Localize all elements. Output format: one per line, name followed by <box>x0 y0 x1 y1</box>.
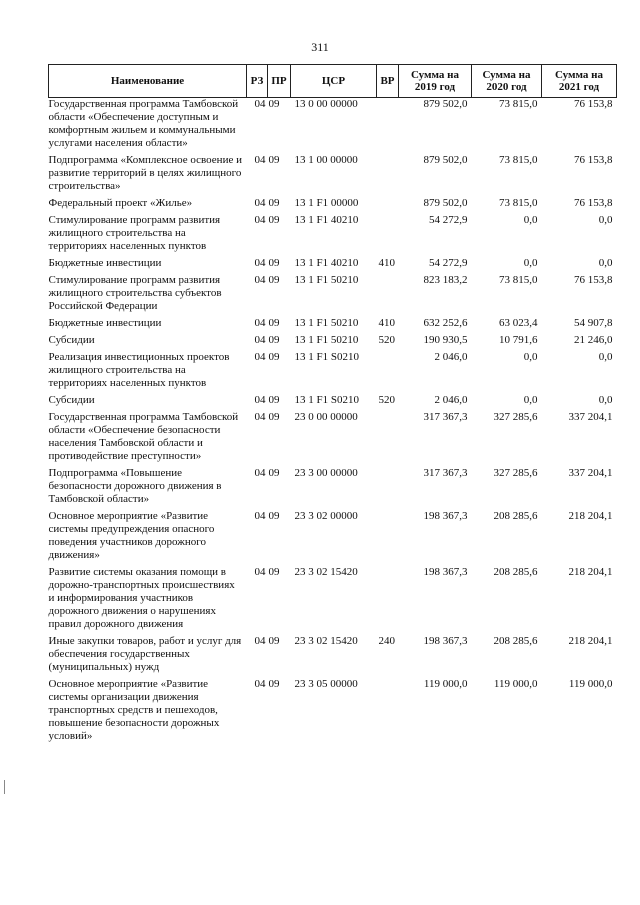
cell-csr: 13 1 F1 40210 <box>294 257 359 269</box>
cell-vr: 410 <box>378 257 395 269</box>
table-row <box>49 635 617 678</box>
header-rz: РЗ <box>247 65 268 98</box>
cell-name: Иные закупки товаров, работ и услуг для обеспечения государственных (муниципальных) нужд <box>48 635 242 673</box>
cell-sum-2021: 76 153,8 <box>574 274 613 286</box>
cell-pr: 09 <box>268 274 280 286</box>
cell-sum-2019: 317 367,3 <box>423 467 468 479</box>
table-row <box>49 411 617 467</box>
cell-pr: 09 <box>268 566 280 578</box>
cell-sum-2019: 879 502,0 <box>423 154 468 166</box>
cell-rz: 04 <box>254 214 266 226</box>
cell-csr: 13 1 00 00000 <box>294 154 358 166</box>
cell-pr: 09 <box>268 197 280 209</box>
cell-pr: 09 <box>268 635 280 647</box>
table-row <box>49 394 617 411</box>
cell-sum-2019: 2 046,0 <box>434 394 468 406</box>
header-pr: ПР <box>268 65 291 98</box>
cell-pr: 09 <box>268 334 280 346</box>
cell-sum-2021: 76 153,8 <box>574 197 613 209</box>
cell-rz: 04 <box>254 154 266 166</box>
cell-rz: 04 <box>254 197 266 209</box>
cell-csr: 13 1 F1 40210 <box>294 214 359 226</box>
table-header-row <box>49 65 617 98</box>
cell-sum-2021: 0,0 <box>598 351 613 363</box>
cell-rz: 04 <box>254 351 266 363</box>
header-csr: ЦСР <box>291 65 377 98</box>
header-2019: Сумма на 2019 год <box>399 65 472 98</box>
cell-name: Стимулирование программ развития жилищного строительства субъектов Российской Федерации <box>48 274 222 312</box>
cell-csr: 13 1 F1 50210 <box>294 317 359 329</box>
cell-csr: 23 3 02 15420 <box>294 566 358 578</box>
budget-table <box>48 64 617 747</box>
cell-sum-2021: 218 204,1 <box>568 635 613 647</box>
cell-sum-2020: 63 023,4 <box>499 317 538 329</box>
cell-pr: 09 <box>268 351 280 363</box>
cell-rz: 04 <box>254 566 266 578</box>
table-row <box>49 510 617 566</box>
cell-csr: 13 1 F1 50210 <box>294 274 359 286</box>
cell-pr: 09 <box>268 510 280 522</box>
header-2020: Сумма на 2020 год <box>472 65 542 98</box>
cell-name: Подпрограмма «Комплексное освоение и развитие территорий в целях жилищного строительства» <box>48 154 242 192</box>
cell-vr <box>377 154 399 197</box>
table-row <box>49 317 617 334</box>
cell-vr <box>377 678 399 747</box>
cell-sum-2019: 317 367,3 <box>423 411 468 423</box>
cell-rz: 04 <box>254 467 266 479</box>
table-row <box>49 566 617 635</box>
cell-vr <box>377 98 399 155</box>
cell-vr <box>377 274 399 317</box>
cell-sum-2021: 76 153,8 <box>574 154 613 166</box>
table-row <box>49 678 617 747</box>
cell-sum-2021: 76 153,8 <box>574 98 613 110</box>
cell-pr: 09 <box>268 214 280 226</box>
cell-pr: 09 <box>268 678 280 690</box>
cell-sum-2021: 119 000,0 <box>568 678 613 690</box>
header-2021: Сумма на 2021 год <box>542 65 617 98</box>
cell-sum-2021: 218 204,1 <box>568 566 613 578</box>
cell-name: Субсидии <box>48 394 95 406</box>
cell-sum-2020: 327 285,6 <box>493 411 538 423</box>
cell-pr: 09 <box>268 257 280 269</box>
cell-csr: 23 3 00 00000 <box>294 467 358 479</box>
cell-vr <box>377 467 399 510</box>
cell-csr: 23 3 05 00000 <box>294 678 358 690</box>
cell-sum-2020: 0,0 <box>523 351 538 363</box>
cell-csr: 13 0 00 00000 <box>294 98 358 110</box>
cell-sum-2019: 2 046,0 <box>434 351 468 363</box>
cell-vr <box>377 566 399 635</box>
cell-name: Государственная программа Тамбовской области «Обеспечение доступным и комфортным жильем и коммунальными услугами населения области» <box>48 98 239 149</box>
header-name: Наименование <box>49 65 247 98</box>
cell-vr <box>377 411 399 467</box>
cell-sum-2020: 208 285,6 <box>493 566 538 578</box>
cell-vr: 240 <box>378 635 395 647</box>
cell-rz: 04 <box>254 510 266 522</box>
cell-csr: 13 1 F1 S0210 <box>294 351 359 363</box>
cell-csr: 23 0 00 00000 <box>294 411 358 423</box>
cell-vr <box>377 197 399 214</box>
cell-sum-2020: 73 815,0 <box>499 274 538 286</box>
cell-csr: 13 1 F1 S0210 <box>294 394 359 406</box>
cell-pr: 09 <box>268 154 280 166</box>
cell-sum-2020: 0,0 <box>523 257 538 269</box>
cell-sum-2020: 119 000,0 <box>493 678 538 690</box>
cell-name: Федеральный проект «Жилье» <box>48 197 193 209</box>
cell-sum-2021: 54 907,8 <box>574 317 613 329</box>
cell-sum-2020: 73 815,0 <box>499 98 538 110</box>
cell-vr: 520 <box>378 394 395 406</box>
table-row <box>49 214 617 257</box>
cell-sum-2019: 632 252,6 <box>423 317 468 329</box>
cell-vr: 410 <box>378 317 395 329</box>
cell-rz: 04 <box>254 678 266 690</box>
cell-sum-2019: 879 502,0 <box>423 197 468 209</box>
cell-sum-2021: 0,0 <box>598 394 613 406</box>
cell-csr: 13 1 F1 00000 <box>294 197 359 209</box>
cell-name: Бюджетные инвестиции <box>48 257 162 269</box>
cell-name: Стимулирование программ развития жилищного строительства на территориях населенных пунктов <box>48 214 221 252</box>
cell-rz: 04 <box>254 317 266 329</box>
cell-rz: 04 <box>254 411 266 423</box>
cell-sum-2021: 0,0 <box>598 214 613 226</box>
table-row <box>49 197 617 214</box>
table-row <box>49 274 617 317</box>
table-row <box>49 334 617 351</box>
cell-sum-2020: 10 791,6 <box>499 334 538 346</box>
cell-pr: 09 <box>268 467 280 479</box>
cell-rz: 04 <box>254 394 266 406</box>
cell-sum-2020: 73 815,0 <box>499 154 538 166</box>
cell-name: Государственная программа Тамбовской области «Обеспечение безопасности населения Тамбовской области и противодействие преступности» <box>48 411 239 462</box>
table-row <box>49 154 617 197</box>
scan-mark <box>4 780 5 794</box>
cell-sum-2019: 190 930,5 <box>423 334 468 346</box>
cell-sum-2021: 21 246,0 <box>574 334 613 346</box>
cell-sum-2020: 0,0 <box>523 394 538 406</box>
table-row <box>49 98 617 155</box>
cell-name: Подпрограмма «Повышение безопасности дорожного движения в Тамбовской области» <box>48 467 222 505</box>
cell-csr: 13 1 F1 50210 <box>294 334 359 346</box>
cell-sum-2019: 198 367,3 <box>423 510 468 522</box>
cell-pr: 09 <box>268 394 280 406</box>
cell-name: Основное мероприятие «Развитие системы предупреждения опасного поведения участников дорожного движения» <box>48 510 215 561</box>
cell-sum-2020: 208 285,6 <box>493 635 538 647</box>
cell-sum-2020: 0,0 <box>523 214 538 226</box>
cell-csr: 23 3 02 15420 <box>294 635 358 647</box>
cell-name: Развитие системы оказания помощи в дорожно-транспортных происшествиях и информирования участников дорожного движения о нарушениях правил дорожного движения <box>48 566 235 630</box>
table-row <box>49 467 617 510</box>
cell-vr <box>377 214 399 257</box>
cell-sum-2020: 327 285,6 <box>493 467 538 479</box>
cell-pr: 09 <box>268 411 280 423</box>
cell-sum-2019: 823 183,2 <box>423 274 468 286</box>
cell-vr <box>377 510 399 566</box>
cell-sum-2020: 73 815,0 <box>499 197 538 209</box>
cell-rz: 04 <box>254 274 266 286</box>
cell-vr: 520 <box>378 334 395 346</box>
cell-sum-2019: 119 000,0 <box>423 678 468 690</box>
cell-sum-2021: 0,0 <box>598 257 613 269</box>
cell-pr: 09 <box>268 317 280 329</box>
cell-rz: 04 <box>254 257 266 269</box>
cell-sum-2020: 208 285,6 <box>493 510 538 522</box>
cell-sum-2019: 54 272,9 <box>429 257 468 269</box>
cell-sum-2019: 198 367,3 <box>423 566 468 578</box>
table-row <box>49 257 617 274</box>
cell-sum-2019: 54 272,9 <box>429 214 468 226</box>
cell-rz: 04 <box>254 635 266 647</box>
page-number: 311 <box>311 40 329 54</box>
cell-sum-2021: 337 204,1 <box>568 467 613 479</box>
cell-vr <box>377 351 399 394</box>
cell-rz: 04 <box>254 98 266 110</box>
cell-name: Реализация инвестиционных проектов жилищного строительства на территориях населенных пунктов <box>48 351 230 389</box>
cell-sum-2019: 879 502,0 <box>423 98 468 110</box>
header-vr: ВР <box>377 65 399 98</box>
cell-name: Субсидии <box>48 334 95 346</box>
cell-pr: 09 <box>268 98 280 110</box>
cell-rz: 04 <box>254 334 266 346</box>
table-body <box>49 98 617 748</box>
cell-sum-2021: 218 204,1 <box>568 510 613 522</box>
cell-sum-2021: 337 204,1 <box>568 411 613 423</box>
cell-sum-2019: 198 367,3 <box>423 635 468 647</box>
cell-name: Основное мероприятие «Развитие системы организации движения транспортных средств и пешеходов, повышение безопасности дорожных условий» <box>48 678 220 742</box>
table-row <box>49 351 617 394</box>
cell-name: Бюджетные инвестиции <box>48 317 162 329</box>
cell-csr: 23 3 02 00000 <box>294 510 358 522</box>
